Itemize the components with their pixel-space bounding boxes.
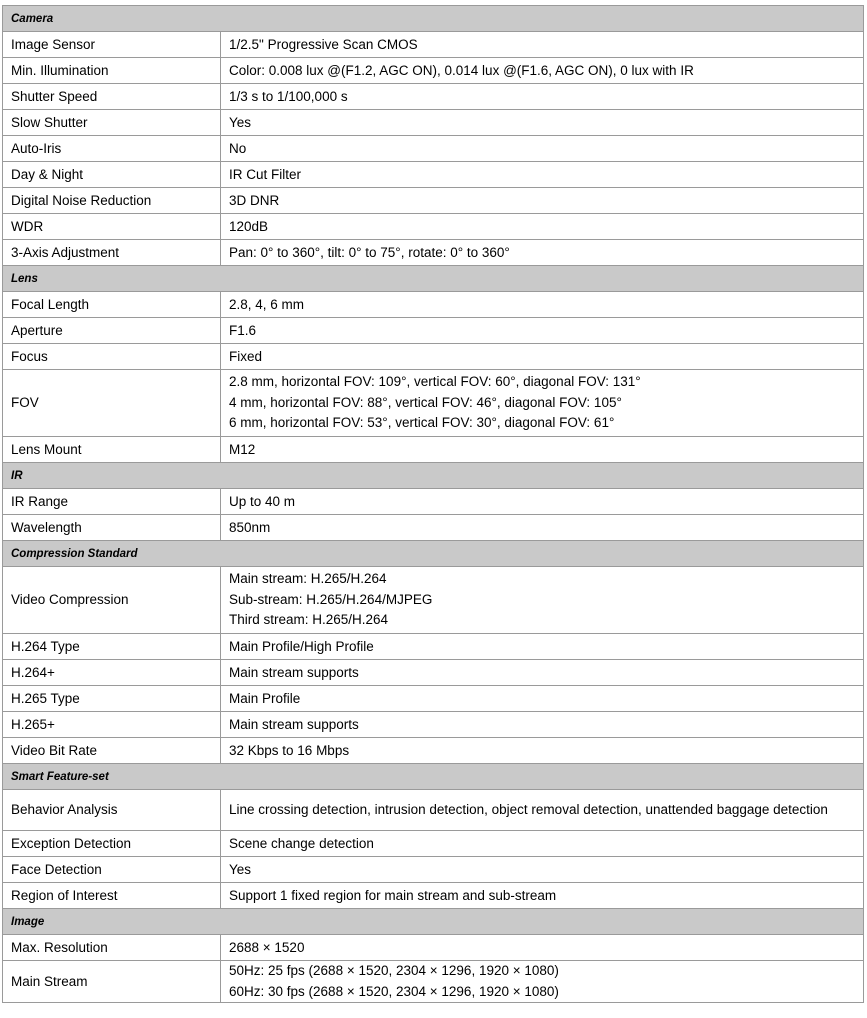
spec-row xyxy=(3,32,864,58)
spec-row xyxy=(3,738,864,764)
spec-value-line: Sub-stream: H.265/H.264/MJPEG xyxy=(229,591,433,607)
spec-label: Behavior Analysis xyxy=(3,790,221,831)
spec-label: WDR xyxy=(3,214,221,240)
spec-value: Scene change detection xyxy=(221,831,864,857)
section-title: Image xyxy=(3,909,864,935)
spec-value-line: 6 mm, horizontal FOV: 53°, vertical FOV: 30°, diagonal FOV: 61° xyxy=(229,415,615,431)
spec-value: Fixed xyxy=(221,344,864,370)
section-title: Compression Standard xyxy=(3,541,864,567)
spec-value-line: 4 mm, horizontal FOV: 88°, vertical FOV: 46°, diagonal FOV: 105° xyxy=(229,394,622,410)
spec-value: Yes xyxy=(221,110,864,136)
spec-row xyxy=(3,686,864,712)
spec-row xyxy=(3,318,864,344)
spec-label: Region of Interest xyxy=(3,883,221,909)
spec-value xyxy=(221,370,864,437)
spec-value: Color: 0.008 lux @(F1.2, AGC ON), 0.014 lux @(F1.6, AGC ON), 0 lux with IR xyxy=(221,58,864,84)
spec-value: Up to 40 m xyxy=(221,489,864,515)
spec-row xyxy=(3,567,864,634)
spec-label: Slow Shutter xyxy=(3,110,221,136)
spec-value: 120dB xyxy=(221,214,864,240)
section-header-row xyxy=(3,764,864,790)
spec-label: H.264+ xyxy=(3,660,221,686)
spec-value: 1/3 s to 1/100,000 s xyxy=(221,84,864,110)
spec-label: FOV xyxy=(3,370,221,437)
spec-row xyxy=(3,84,864,110)
spec-value: 850nm xyxy=(221,515,864,541)
spec-row xyxy=(3,712,864,738)
spec-label: Exception Detection xyxy=(3,831,221,857)
spec-row xyxy=(3,292,864,318)
spec-row xyxy=(3,188,864,214)
spec-value: Main stream supports xyxy=(221,712,864,738)
spec-value: 32 Kbps to 16 Mbps xyxy=(221,738,864,764)
spec-row xyxy=(3,344,864,370)
spec-row xyxy=(3,883,864,909)
spec-label: H.264 Type xyxy=(3,634,221,660)
spec-value: Pan: 0° to 360°, tilt: 0° to 75°, rotate: 0° to 360° xyxy=(221,240,864,266)
spec-value-line: 2.8 mm, horizontal FOV: 109°, vertical FOV: 60°, diagonal FOV: 131° xyxy=(229,374,641,390)
spec-label: 3-Axis Adjustment xyxy=(3,240,221,266)
spec-row xyxy=(3,961,864,1003)
spec-label: Face Detection xyxy=(3,857,221,883)
spec-label: Auto-Iris xyxy=(3,136,221,162)
spec-label: Image Sensor xyxy=(3,32,221,58)
spec-value-line: Main stream: H.265/H.264 xyxy=(229,571,387,587)
spec-value: 1/2.5" Progressive Scan CMOS xyxy=(221,32,864,58)
spec-table-body xyxy=(3,6,864,1003)
spec-row xyxy=(3,790,864,831)
spec-row xyxy=(3,660,864,686)
spec-value: 2688 × 1520 xyxy=(221,935,864,961)
spec-value: Main stream supports xyxy=(221,660,864,686)
spec-label: H.265+ xyxy=(3,712,221,738)
section-header-row xyxy=(3,541,864,567)
spec-value: Main Profile xyxy=(221,686,864,712)
spec-row xyxy=(3,162,864,188)
spec-row xyxy=(3,935,864,961)
spec-label: H.265 Type xyxy=(3,686,221,712)
spec-value: Line crossing detection, intrusion detection, object removal detection, unattended baggage detection xyxy=(221,790,864,831)
section-title: Camera xyxy=(3,6,864,32)
spec-label: Digital Noise Reduction xyxy=(3,188,221,214)
spec-value-line: 50Hz: 25 fps (2688 × 1520, 2304 × 1296, 1920 × 1080) xyxy=(229,963,559,978)
spec-row xyxy=(3,370,864,437)
spec-value: 2.8, 4, 6 mm xyxy=(221,292,864,318)
spec-value: M12 xyxy=(221,437,864,463)
spec-label: IR Range xyxy=(3,489,221,515)
spec-label: Lens Mount xyxy=(3,437,221,463)
spec-label: Min. Illumination xyxy=(3,58,221,84)
spec-value: 3D DNR xyxy=(221,188,864,214)
spec-value: Support 1 fixed region for main stream and sub-stream xyxy=(221,883,864,909)
spec-value: No xyxy=(221,136,864,162)
spec-value xyxy=(221,961,864,1003)
spec-row xyxy=(3,136,864,162)
spec-label: Focus xyxy=(3,344,221,370)
spec-label: Wavelength xyxy=(3,515,221,541)
spec-row xyxy=(3,110,864,136)
spec-table xyxy=(2,5,864,1003)
spec-label: Video Bit Rate xyxy=(3,738,221,764)
spec-row xyxy=(3,515,864,541)
spec-row xyxy=(3,831,864,857)
spec-label: Day & Night xyxy=(3,162,221,188)
section-title: IR xyxy=(3,463,864,489)
spec-value-line: Third stream: H.265/H.264 xyxy=(229,612,389,628)
spec-label: Focal Length xyxy=(3,292,221,318)
spec-value-line: 60Hz: 30 fps (2688 × 1520, 2304 × 1296, 1920 × 1080) xyxy=(229,983,559,999)
spec-value: IR Cut Filter xyxy=(221,162,864,188)
section-header-row xyxy=(3,266,864,292)
section-header-row xyxy=(3,909,864,935)
spec-label: Max. Resolution xyxy=(3,935,221,961)
spec-row xyxy=(3,437,864,463)
section-header-row xyxy=(3,463,864,489)
spec-label: Video Compression xyxy=(3,567,221,634)
spec-label: Aperture xyxy=(3,318,221,344)
spec-row xyxy=(3,214,864,240)
spec-row xyxy=(3,857,864,883)
spec-label: Shutter Speed xyxy=(3,84,221,110)
spec-row xyxy=(3,489,864,515)
section-title: Lens xyxy=(3,266,864,292)
spec-row xyxy=(3,634,864,660)
spec-value: Yes xyxy=(221,857,864,883)
spec-row xyxy=(3,240,864,266)
spec-value: Main Profile/High Profile xyxy=(221,634,864,660)
spec-row xyxy=(3,58,864,84)
spec-label: Main Stream xyxy=(3,961,221,1003)
section-title: Smart Feature-set xyxy=(3,764,864,790)
section-header-row xyxy=(3,6,864,32)
spec-value: F1.6 xyxy=(221,318,864,344)
spec-value xyxy=(221,567,864,634)
